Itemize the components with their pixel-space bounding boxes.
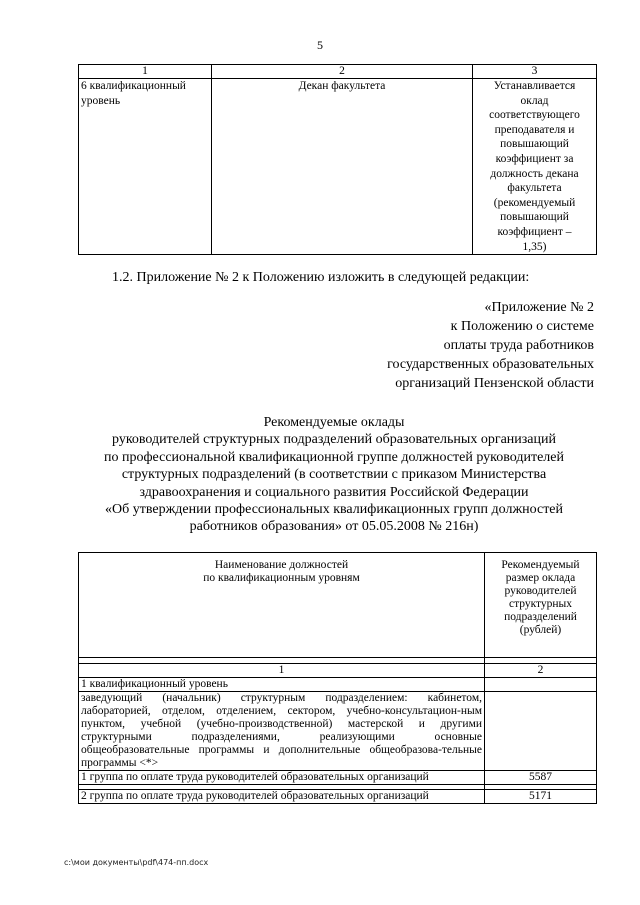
note-line: повышающий [500,211,569,224]
header-line: руководителей [504,585,577,597]
group-label-cell: 2 группа по оплате труда руководителей образовательных организаций [79,790,485,804]
table-row [79,790,597,804]
header-line: (рублей) [519,624,562,636]
column-number: 2 [485,664,597,678]
column-number: 3 [473,65,597,79]
note-line: коэффициент за [495,152,574,165]
appendix-line: «Приложение № 2 [484,300,594,315]
note-line: коэффициент – [497,225,572,238]
header-positions [79,553,485,658]
header-line: размер оклада [505,572,576,584]
table-row [79,692,597,771]
qualification-level-cell: 6 квалификационный уровень [79,79,212,255]
appendix-line: к Положению о системе [450,319,594,334]
note-line: преподавателя и [494,123,575,136]
appendix-line: оплаты труда работников [443,338,594,353]
table-continuation [78,64,597,255]
salary-value-cell: 5171 [485,790,597,804]
table-header-row [79,65,597,79]
header-line: Рекомендуемый [501,559,580,571]
header-line: по квалификационным уровням [203,572,360,584]
note-line: должность декана [490,167,579,180]
column-numbers-row [79,664,597,678]
header-line: подразделений [504,611,577,623]
salary-table [78,552,597,804]
note-line: Устанавливается [493,80,576,92]
table-header-row [79,553,597,658]
title-line: структурных подразделений (в соответствии с приказом Министерства [121,467,547,483]
column-number: 1 [79,65,212,79]
column-number: 2 [212,65,473,79]
note-line: факультета [507,182,562,195]
file-path-footer: c:\мои документы\pdf\474-пп.docx [64,858,209,867]
title-line: здравоохранения и социального развития Российской Федерации [139,484,529,500]
title-line: работников образования» от 05.05.2008 № 216н) [189,519,479,535]
header-line: структурных [508,598,573,610]
header-salary [485,553,597,658]
note-line: повышающий [500,138,569,151]
title-line: руководителей структурных подразделений образовательных организаций [112,432,556,448]
note-line: соответствующего [489,109,580,122]
description-cell: заведующий (начальник) структурным подразделением: кабинетом, лабораторией, отделом, отделением, сектором, учебно-консультацион-ным пунктом, учебной (учебно-производственной) мастерской и другими структурными подразделениями, реализующими основные общеобразовательные программы и дополнительные общеобразова-тельные программы <*> [79,692,485,771]
appendix-heading [294,298,594,393]
note-line: (рекомендуемый [493,196,576,209]
table-row [79,771,597,785]
title-line: Рекомендуемые оклады [263,415,405,430]
amendment-paragraph: 1.2. Приложение № 2 к Положению изложить в следующей редакции: [112,270,530,285]
title-line: по профессиональной квалификационной группе должностей руководителей [104,449,564,465]
column-number: 1 [79,664,485,678]
note-line: оклад [520,94,549,107]
header-line: Наименование должностей [214,559,349,571]
salary-value-cell: 5587 [485,771,597,785]
document-title [70,414,598,536]
note-line: 1,35) [522,240,547,253]
page-number: 5 [317,38,323,52]
position-cell: Декан факультета [212,79,473,255]
qualification-level-cell: 1 квалификационный уровень [79,678,485,692]
title-line: «Об утверждении профессиональных квалификационных групп должностей [104,502,564,518]
table-row [79,678,597,692]
table-row [79,79,597,255]
appendix-line: государственных образовательных [387,357,594,372]
appendix-line: организаций Пензенской области [395,376,594,391]
group-label-cell: 1 группа по оплате труда руководителей образовательных организаций [79,771,485,785]
salary-note-cell [473,79,597,255]
